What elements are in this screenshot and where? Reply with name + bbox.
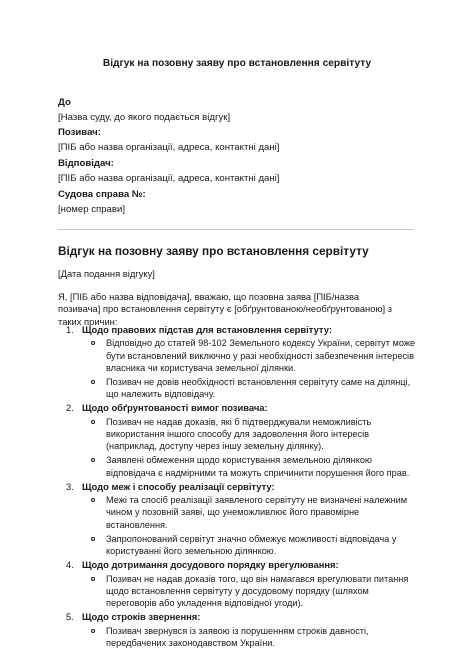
- section-divider: [58, 229, 413, 230]
- defendant-field: [58, 157, 428, 185]
- reason-title: Щодо обґрунтованості вимог позивача:: [82, 402, 268, 414]
- reason-number: 2.: [66, 402, 74, 414]
- bullet-icon: [91, 537, 95, 541]
- reason-point: [82, 337, 418, 374]
- reason-points: [82, 416, 418, 479]
- case-value: [номер справи]: [58, 204, 126, 215]
- court-field: [58, 96, 428, 124]
- reason-point-text: Позивач звернувся із заявою із порушенням строків давності, передбачених законодавством України.: [106, 625, 369, 648]
- bullet-icon: [91, 380, 95, 384]
- bullet-icon: [91, 498, 95, 502]
- reason-number: 1.: [66, 324, 74, 335]
- reason-point-text: Позивач не надав доказів того, що він намагався врегулювати питання щодо встановлення сервітуту у досудовому порядку (шляхом переговорів або укладення відповідної угоди).: [106, 573, 409, 609]
- case-field: [58, 188, 428, 216]
- court-label: До: [58, 97, 71, 108]
- reason-point: [82, 376, 418, 400]
- intro-paragraph: Я, [ПІБ або назва відповідача], вважаю, що позовна заява [ПІБ/назва позивача] про встановлення сервітуту є [обґрунтованою/необґрунтованою] з таких причин:: [58, 291, 392, 327]
- defendant-label: Відповідач:: [58, 158, 114, 169]
- reason-point-text: Заявлені обмеження щодо користування земельною ділянкою відповідача є надмірними та можуть спричинити порушення його прав.: [106, 455, 410, 478]
- court-value: [Назва суду, до якого подається відгук]: [58, 112, 231, 123]
- reason-point: [82, 625, 418, 649]
- reason-point: [82, 533, 418, 557]
- bullet-icon: [91, 458, 95, 462]
- reason-number: 3.: [66, 480, 74, 492]
- reason-point-text: Запропонований сервітут значно обмежує можливості відповідача у користуванні його земельною ділянкою.: [106, 533, 397, 557]
- reason-points: [82, 337, 418, 400]
- plaintiff-field: [58, 126, 428, 154]
- plaintiff-value: [ПІБ або назва організації, адреса, контактні дані]: [58, 142, 280, 153]
- document-title: Відгук на позовну заяву про встановлення сервітуту: [102, 58, 372, 69]
- reason-points: [82, 573, 418, 610]
- reason-title: Щодо правових підстав для встановлення сервітуту:: [82, 324, 332, 335]
- reason-number: 4.: [66, 559, 74, 571]
- case-label: Судова справа №:: [58, 189, 146, 200]
- plaintiff-label: Позивач:: [58, 127, 101, 138]
- reason-item: [58, 559, 418, 609]
- reason-point: [82, 454, 418, 478]
- bullet-icon: [91, 629, 95, 633]
- reason-points: [82, 494, 418, 557]
- reason-point-text: Межі та спосіб реалізації заявленого сервітуту не визначені належним чином у позовній заяві, що унеможливлює його правомірне встановлення.: [106, 495, 408, 530]
- bullet-icon: [91, 420, 95, 424]
- reason-point-text: Відповідно до статей 98-102 Земельного кодексу України, сервітут може бути встановлений виключно у разі необхідності забезпечення інтересів власника чи користувача земельної ділянки.: [106, 338, 416, 373]
- reason-title: Щодо дотримання досудового порядку врегулювання:: [82, 559, 339, 571]
- reasons-list: [58, 324, 418, 651]
- submission-date: [Дата подання відгуку]: [58, 268, 155, 279]
- reason-item: [58, 611, 418, 649]
- reason-points: [82, 625, 418, 649]
- reason-point: [82, 573, 418, 610]
- reason-item: [58, 324, 418, 400]
- bullet-icon: [91, 341, 95, 345]
- reason-point: [82, 416, 418, 453]
- reason-title: Щодо строків звернення:: [82, 611, 201, 623]
- reason-number: 5.: [66, 611, 74, 623]
- reason-point-text: Позивач не довів необхідності встановлення сервітуту саме на ділянці, що належить відповідачу.: [106, 377, 411, 400]
- reason-item: [58, 481, 418, 557]
- reason-title: Щодо меж і способу реалізації сервітуту:: [82, 480, 275, 492]
- reason-item: [58, 402, 418, 478]
- reason-point-text: Позивач не надав доказів, які б підтверджували неможливість використання іншого способу для задоволення його інтересів (наприклад, доступу через іншу земельну ділянку).: [106, 416, 372, 452]
- reason-point: [82, 494, 418, 531]
- section-title: Відгук на позовну заяву про встановлення сервітуту: [58, 244, 369, 258]
- bullet-icon: [91, 577, 95, 581]
- defendant-value: [ПІБ або назва організації, адреса, контактні дані]: [58, 173, 280, 184]
